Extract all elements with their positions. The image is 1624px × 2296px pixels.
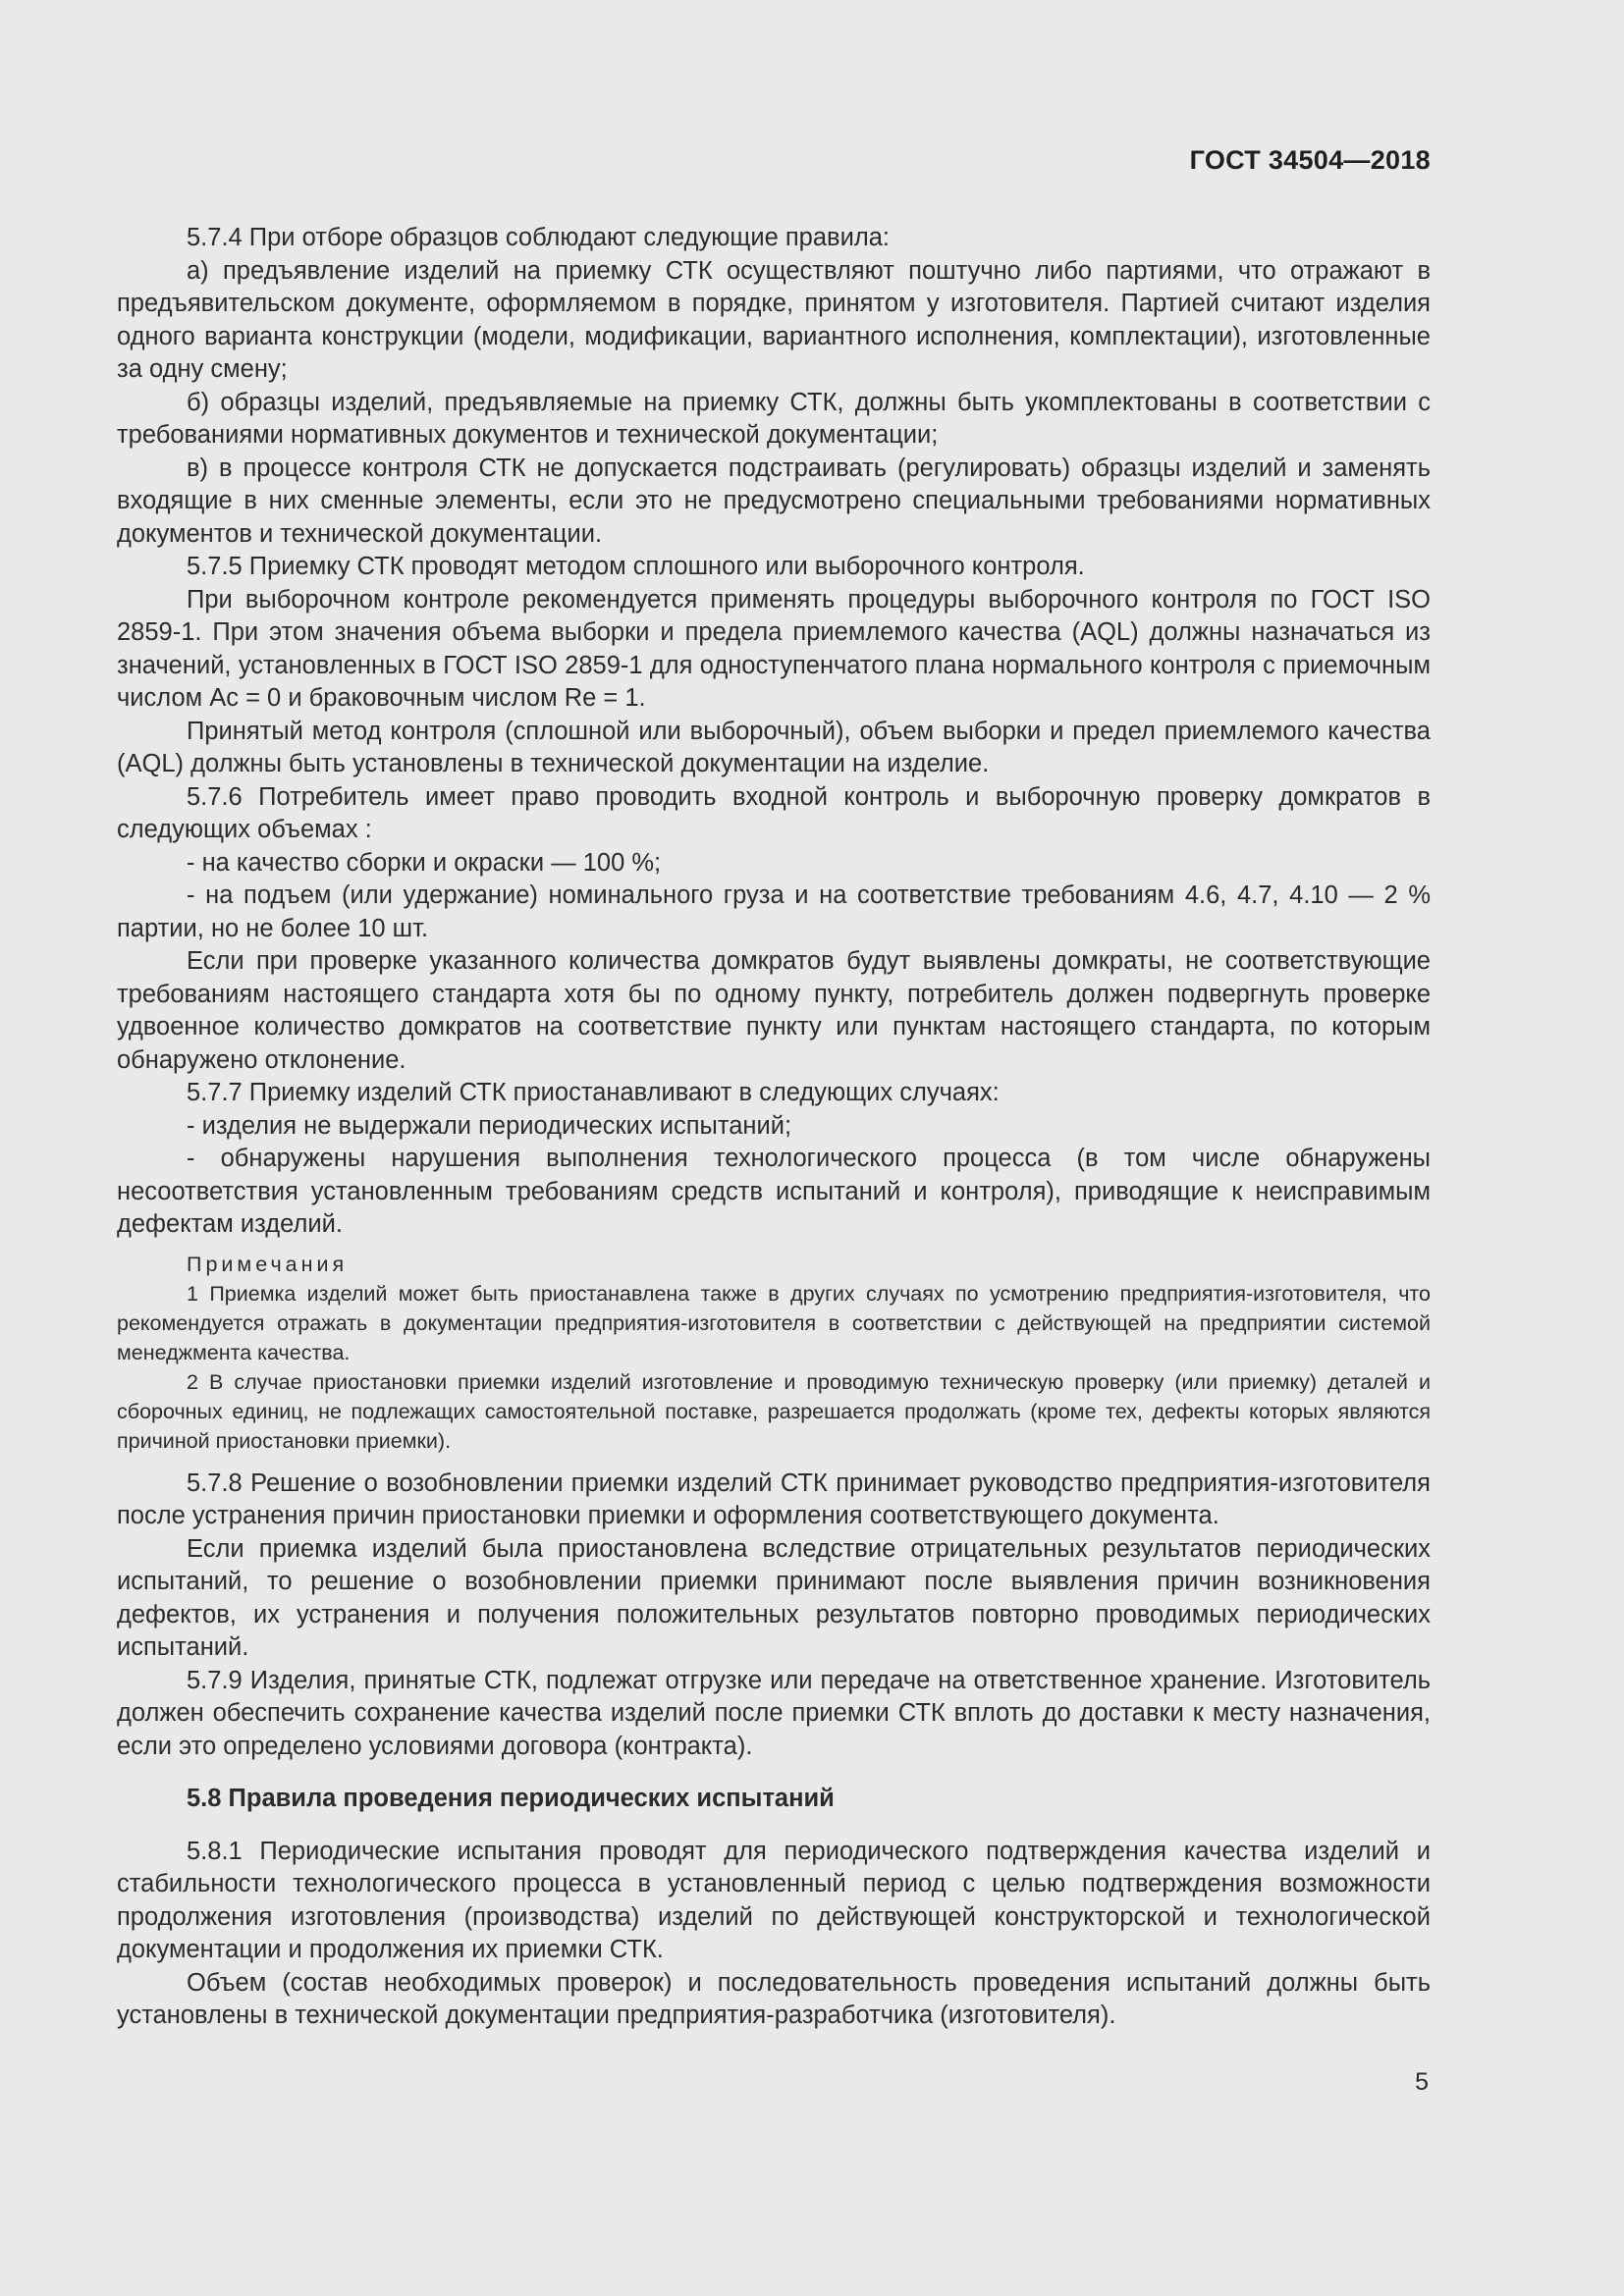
paragraph: 5.7.8 Решение о возобновлении приемки изделий СТК принимает руководство предприятия-изготовителя после устранения причин приостановки приемки и оформления соответствующего документа. xyxy=(117,1468,1431,1529)
page-number: 5 xyxy=(1415,2068,1429,2096)
notes-title: Примечания xyxy=(187,1252,349,1276)
paragraph: 5.7.5 Приемку СТК проводят методом сплошного или выборочного контроля. xyxy=(187,553,1085,580)
paragraph: 5.7.6 Потребитель имеет право проводить входной контроль и выборочную проверку домкратов в следующих объемах : xyxy=(117,782,1431,843)
paragraph: При выборочном контроле рекомендуется применять процедуры выборочного контроля по ГОСТ ISO 2859-1. При этом значения объема выборки и предела приемлемого качества (AQL) должны назначаться из значений, установленных в ГОСТ ISO 2859-1 для одноступенчатого плана нормального контроля с приемочным числом Ас = 0 и браковочным числом Re = 1. xyxy=(117,585,1431,712)
list-item: - на качество сборки и окраски — 100 %; xyxy=(187,848,662,877)
section-heading: 5.8 Правила проведения периодических испытаний xyxy=(187,1785,835,1812)
paragraph: Если при проверке указанного количества домкратов будут выявлены домкраты, не соответствующие требованиям настоящего стандарта хотя бы по одному пункту, потребитель должен подвергнуть проверке удвоенное количество домкратов на соответствие пункту или пунктам настоящего стандарта, по которым обнаружено отклонение. xyxy=(117,947,1431,1074)
document-body xyxy=(117,222,1431,2033)
paragraph: б) образцы изделий, предъявляемые на приемку СТК, должны быть укомплектованы в соответствии с требованиями нормативных документов и технической документации; xyxy=(117,388,1431,449)
list-item: - обнаружены нарушения выполнения технологического процесса (в том числе обнаружены несоответствия установленным требованиям средств испытаний и контроля), приводящие к неисправимым дефектам изделий. xyxy=(117,1145,1431,1238)
paragraph: в) в процессе контроля СТК не допускается подстраивать (регулировать) образцы изделий и заменять входящие в них сменные элементы, если это не предусмотрено специальными требованиями нормативных документов и технической документации. xyxy=(117,454,1431,548)
list-item: - на подъем (или удержание) номинального груза и на соответствие требованиям 4.6, 4.7, 4.10 — 2 % партии, но не более 10 шт. xyxy=(117,881,1431,942)
paragraph: 5.7.4 При отборе образцов соблюдают следующие правила: xyxy=(187,224,890,251)
note-item: 2 В случае приостановки приемки изделий изготовление и проводимую техническую проверку (или приемку) деталей и сборочных единиц, не подлежащих самостоятельной поставке, разрешается продолжать (кроме тех, дефекты которых являются причиной приостановки приемки). xyxy=(117,1369,1431,1453)
list-item: - изделия не выдержали периодических испытаний; xyxy=(187,1111,792,1140)
notes-block xyxy=(117,1250,1431,1456)
paragraph: Объем (состав необходимых проверок) и последовательность проведения испытаний должны быть установлены в технической документации предприятия-разработчика (изготовителя). xyxy=(117,1968,1431,2029)
paragraph: 5.8.1 Периодические испытания проводят для периодического подтверждения качества изделий и стабильности технологического процесса в установленный период с целью подтверждения возможности продолжения изготовления (производства) изделий по действующей конструкторской и технологической документации и продолжения их приемки СТК. xyxy=(117,1837,1431,1963)
paragraph: Если приемка изделий была приостановлена вследствие отрицательных результатов периодических испытаний, то решение о возобновлении приемки принимают после выявления причин возникновения дефектов, их устранения и получения положительных результатов повторно проводимых периодических испытаний. xyxy=(117,1534,1431,1661)
paragraph: 5.7.7 Приемку изделий СТК приостанавливают в следующих случаях: xyxy=(187,1079,1000,1106)
document-header: ГОСТ 34504—2018 xyxy=(1189,145,1431,175)
paragraph: 5.7.9 Изделия, принятые СТК, подлежат отгрузке или передаче на ответственное хранение. Изготовитель должен обеспечить сохранение качества изделий после приемки СТК вплоть до доставки к месту назначения, если это определено условиями договора (контракта). xyxy=(117,1666,1431,1760)
note-item: 1 Приемка изделий может быть приостанавлена также в других случаях по усмотрению предприятия-изготовителя, что рекомендуется отражать в документации предприятия-изготовителя в соответствии с действующей на предприятии системой менеджмента качества. xyxy=(117,1281,1431,1364)
paragraph: Принятый метод контроля (сплошной или выборочный), объем выборки и предел приемлемого качества (AQL) должны быть установлены в технической документации на изделие. xyxy=(117,717,1431,777)
paragraph: а) предъявление изделий на приемку СТК осуществляют поштучно либо партиями, что отражают в предъявительском документе, оформляемом в порядке, принятом у изготовителя. Партией считают изделия одного варианта конструкции (модели, модификации, вариантного исполнения, комплектации), изготовленные за одну смену; xyxy=(117,256,1431,383)
